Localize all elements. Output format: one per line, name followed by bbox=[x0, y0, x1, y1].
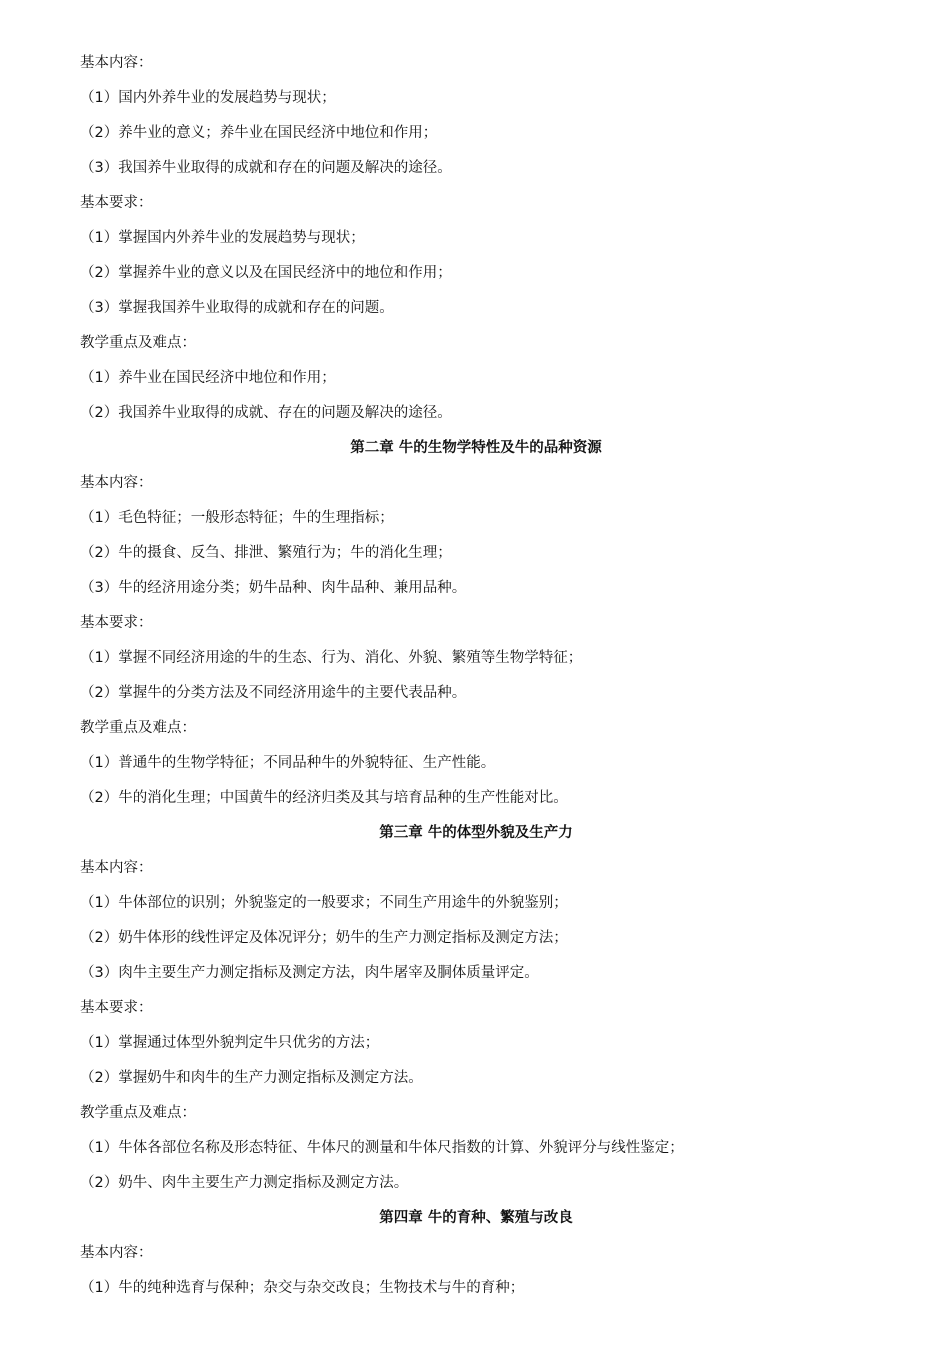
list-item: （1）毛色特征；一般形态特征；牛的生理指标； bbox=[80, 510, 394, 526]
section-label: 教学重点及难点： bbox=[80, 720, 196, 736]
list-item: （2）牛的消化生理；中国黄牛的经济归类及其与培育品种的生产性能对比。 bbox=[80, 790, 568, 806]
list-item: （2）掌握牛的分类方法及不同经济用途牛的主要代表品种。 bbox=[80, 685, 467, 701]
list-item: （1）掌握国内外养牛业的发展趋势与现状； bbox=[80, 230, 365, 246]
section-label: 基本内容： bbox=[80, 55, 153, 71]
list-item: （1）牛的纯种选育与保种；杂交与杂交改良；生物技术与牛的育种； bbox=[80, 1280, 525, 1296]
chapter-heading: 第二章 牛的生物学特性及牛的品种资源 bbox=[350, 440, 602, 456]
list-item: （2）牛的摄食、反刍、排泄、繁殖行为；牛的消化生理； bbox=[80, 545, 452, 561]
list-item: （2）掌握奶牛和肉牛的生产力测定指标及测定方法。 bbox=[80, 1070, 423, 1086]
list-item: （3）肉牛主要生产力测定指标及测定方法，肉牛屠宰及胴体质量评定。 bbox=[80, 965, 539, 981]
section-label: 基本内容： bbox=[80, 1245, 153, 1261]
list-item: （1）国内外养牛业的发展趋势与现状； bbox=[80, 90, 336, 106]
list-item: （2）奶牛体形的线性评定及体况评分；奶牛的生产力测定指标及测定方法； bbox=[80, 930, 568, 946]
chapter-heading: 第三章 牛的体型外貌及生产力 bbox=[379, 825, 573, 841]
list-item: （2）我国养牛业取得的成就、存在的问题及解决的途径。 bbox=[80, 405, 452, 421]
list-item: （2）掌握养牛业的意义以及在国民经济中的地位和作用； bbox=[80, 265, 452, 281]
section-label: 基本要求： bbox=[80, 195, 153, 211]
section-label: 基本要求： bbox=[80, 615, 153, 631]
section-label: 基本内容： bbox=[80, 860, 153, 876]
list-item: （3）我国养牛业取得的成就和存在的问题及解决的途径。 bbox=[80, 160, 452, 176]
list-item: （3）牛的经济用途分类；奶牛品种、肉牛品种、兼用品种。 bbox=[80, 580, 467, 596]
section-label: 基本内容： bbox=[80, 475, 153, 491]
list-item: （1）牛体各部位名称及形态特征、牛体尺的测量和牛体尺指数的计算、外貌评分与线性鉴定； bbox=[80, 1140, 684, 1156]
list-item: （1）牛体部位的识别；外貌鉴定的一般要求；不同生产用途牛的外貌鉴别； bbox=[80, 895, 568, 911]
chapter-heading: 第四章 牛的育种、繁殖与改良 bbox=[379, 1210, 573, 1226]
list-item: （1）普通牛的生物学特征；不同品种牛的外貌特征、生产性能。 bbox=[80, 755, 496, 771]
list-item: （3）掌握我国养牛业取得的成就和存在的问题。 bbox=[80, 300, 394, 316]
list-item: （2）养牛业的意义；养牛业在国民经济中地位和作用； bbox=[80, 125, 438, 141]
list-item: （2）奶牛、肉牛主要生产力测定指标及测定方法。 bbox=[80, 1175, 409, 1191]
section-label: 教学重点及难点： bbox=[80, 335, 196, 351]
list-item: （1）养牛业在国民经济中地位和作用； bbox=[80, 370, 336, 386]
section-label: 基本要求： bbox=[80, 1000, 153, 1016]
list-item: （1）掌握不同经济用途的牛的生态、行为、消化、外貌、繁殖等生物学特征； bbox=[80, 650, 583, 666]
list-item: （1）掌握通过体型外貌判定牛只优劣的方法； bbox=[80, 1035, 380, 1051]
section-label: 教学重点及难点： bbox=[80, 1105, 196, 1121]
